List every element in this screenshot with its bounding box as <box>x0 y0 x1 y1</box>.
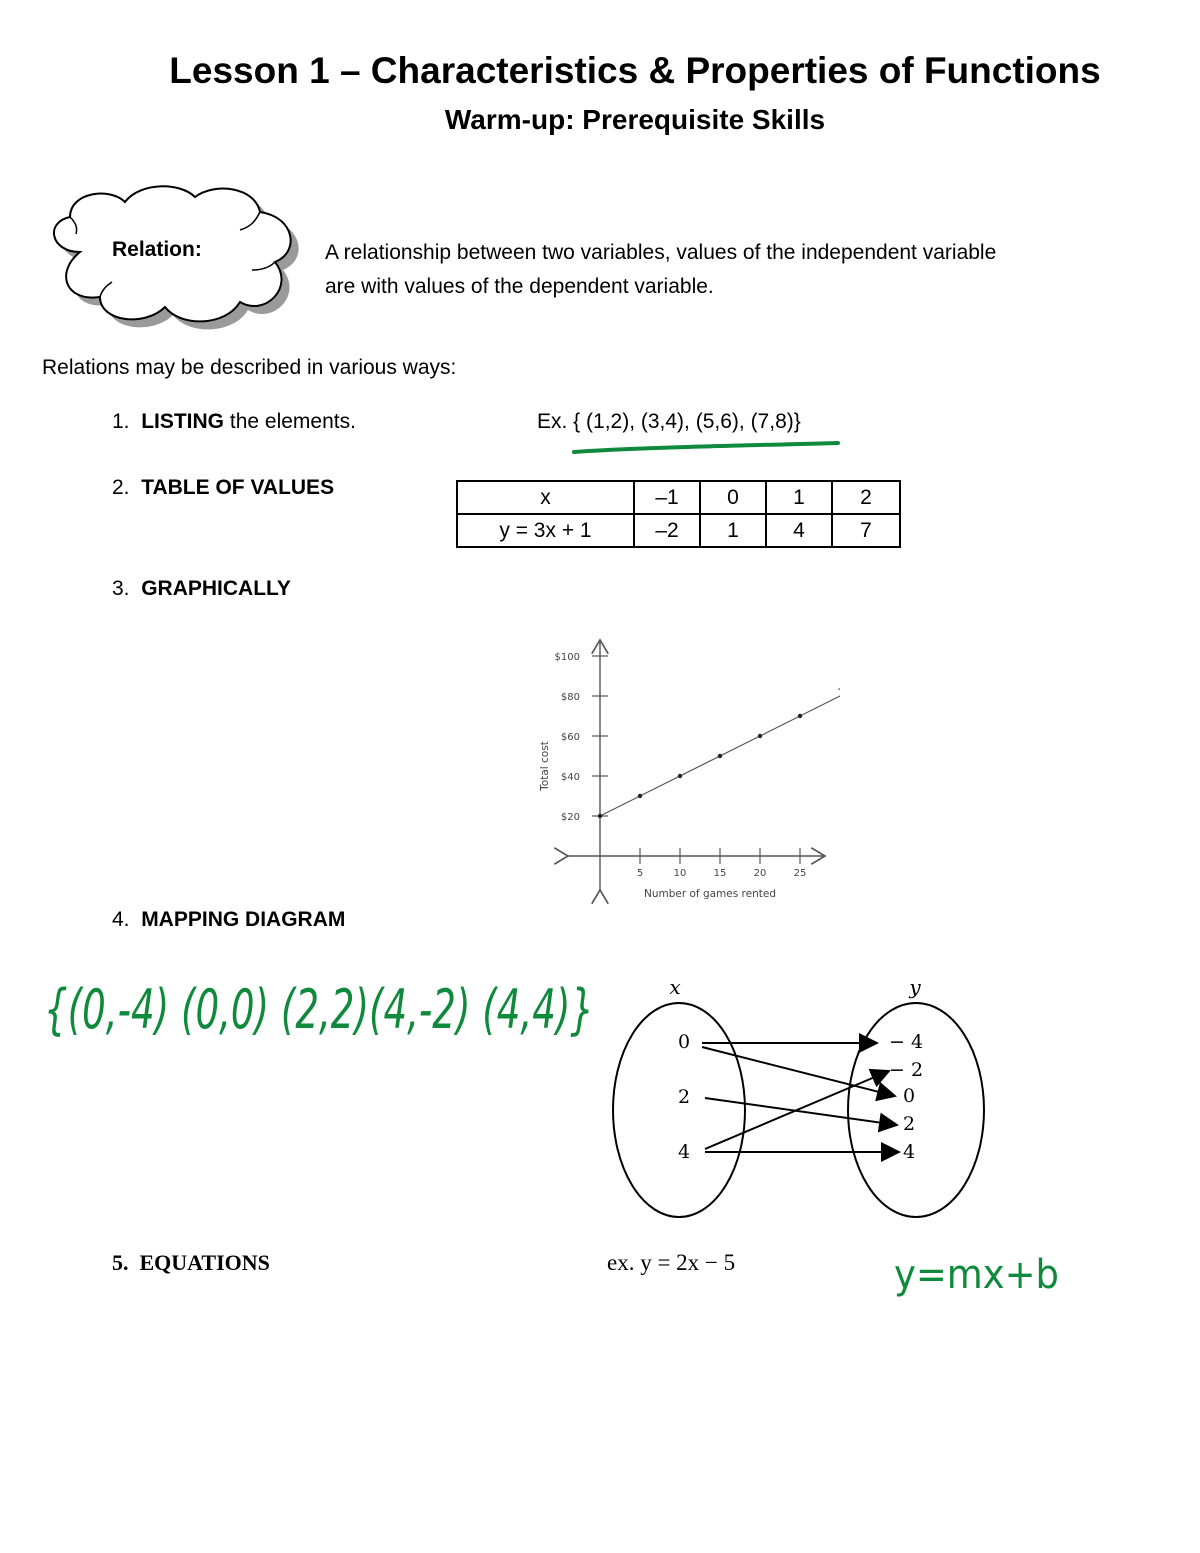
item-heading: EQUATIONS <box>139 1250 270 1275</box>
item-graphically <box>112 577 291 601</box>
item-table <box>112 476 334 500</box>
x-tick-label: 20 <box>753 868 767 879</box>
item-equations <box>112 1250 270 1276</box>
intro-text: Relations may be described in various ways: <box>42 356 457 379</box>
mapping-arrow <box>705 1071 889 1149</box>
item-number: 5. <box>112 1250 129 1275</box>
x-tick-label: 5 <box>636 868 644 879</box>
mapping-x-label: x <box>669 975 681 999</box>
relation-definition <box>325 236 1185 304</box>
table-cell: x <box>457 481 634 514</box>
page-title: Lesson 1 – Characteristics & Properties of Functions <box>169 50 1101 91</box>
table-cell: 4 <box>766 514 832 547</box>
item-mapping <box>112 908 345 932</box>
mapping-arrow <box>702 1047 895 1096</box>
mapping-diagram <box>605 970 1000 1230</box>
item-rest: the elements. <box>224 410 356 433</box>
mapping-arrow <box>705 1098 897 1125</box>
y-tick-label: $80 <box>560 692 580 703</box>
table-row <box>457 481 900 514</box>
line-chart <box>530 630 840 905</box>
domain-value: 2 <box>677 1086 691 1108</box>
table-cell: 7 <box>832 514 900 547</box>
relation-label: Relation: <box>112 238 202 261</box>
table-cell: –2 <box>634 514 700 547</box>
handwritten-equation <box>890 1248 1065 1310</box>
item-number: 2. <box>112 476 130 499</box>
table-row <box>457 514 900 547</box>
y-tick-label: $40 <box>560 772 580 783</box>
item-number: 3. <box>112 577 130 600</box>
green-underline <box>570 440 845 458</box>
data-point <box>758 734 762 738</box>
y-axis-label: Total cost <box>539 741 551 791</box>
table-cell: 1 <box>766 481 832 514</box>
page-subtitle: Warm-up: Prerequisite Skills <box>444 104 826 135</box>
range-value: 2 <box>903 1113 916 1135</box>
item-number: 4. <box>112 908 130 931</box>
item-number: 1. <box>112 410 130 433</box>
table-cell: 1 <box>700 514 766 547</box>
table-cell: –1 <box>634 481 700 514</box>
item-heading: GRAPHICALLY <box>141 577 291 600</box>
definition-line-1: A relationship between two variables, values of the independent variable <box>325 241 997 264</box>
table-of-values <box>456 480 901 548</box>
handwritten-equation-text: y=mx+b <box>894 1252 1059 1298</box>
mapping-y-label: y <box>909 975 921 999</box>
x-tick-label: 25 <box>793 868 807 879</box>
data-point <box>598 814 602 818</box>
data-point <box>798 714 802 718</box>
x-tick-label: 10 <box>673 868 687 879</box>
listing-example: Ex. { (1,2), (3,4), (5,6), (7,8)} <box>537 410 801 433</box>
range-value: 4 <box>903 1141 916 1163</box>
table-cell: 2 <box>832 481 900 514</box>
data-point <box>638 794 642 798</box>
data-point <box>678 774 682 778</box>
handwritten-set-text: {(0,-4) (0,0) (2,2)(4,-2) (4,4)} <box>44 978 594 1041</box>
series-line <box>600 690 840 816</box>
item-heading: MAPPING DIAGRAM <box>141 908 346 931</box>
handwritten-set <box>40 960 600 1050</box>
y-tick-label: $20 <box>560 812 580 823</box>
table-cell: 0 <box>700 481 766 514</box>
item-heading: TABLE OF VALUES <box>141 476 335 499</box>
domain-value: 4 <box>677 1141 691 1163</box>
range-value: − 4 <box>889 1031 924 1053</box>
range-value: 0 <box>903 1085 916 1107</box>
range-value: − 2 <box>889 1059 924 1081</box>
data-point <box>718 754 722 758</box>
domain-value: 0 <box>677 1031 691 1053</box>
item-listing <box>112 410 356 434</box>
equation-example: ex. y = 2x − 5 <box>607 1250 736 1275</box>
item-heading: LISTING <box>141 410 225 433</box>
x-axis-label: Number of games rented <box>643 888 777 900</box>
y-tick-label: $100 <box>554 652 580 663</box>
definition-line-2: are with values of the dependent variable. <box>325 275 714 298</box>
x-tick-label: 15 <box>713 868 727 879</box>
table-cell: y = 3x + 1 <box>457 514 634 547</box>
y-tick-label: $60 <box>560 732 580 743</box>
